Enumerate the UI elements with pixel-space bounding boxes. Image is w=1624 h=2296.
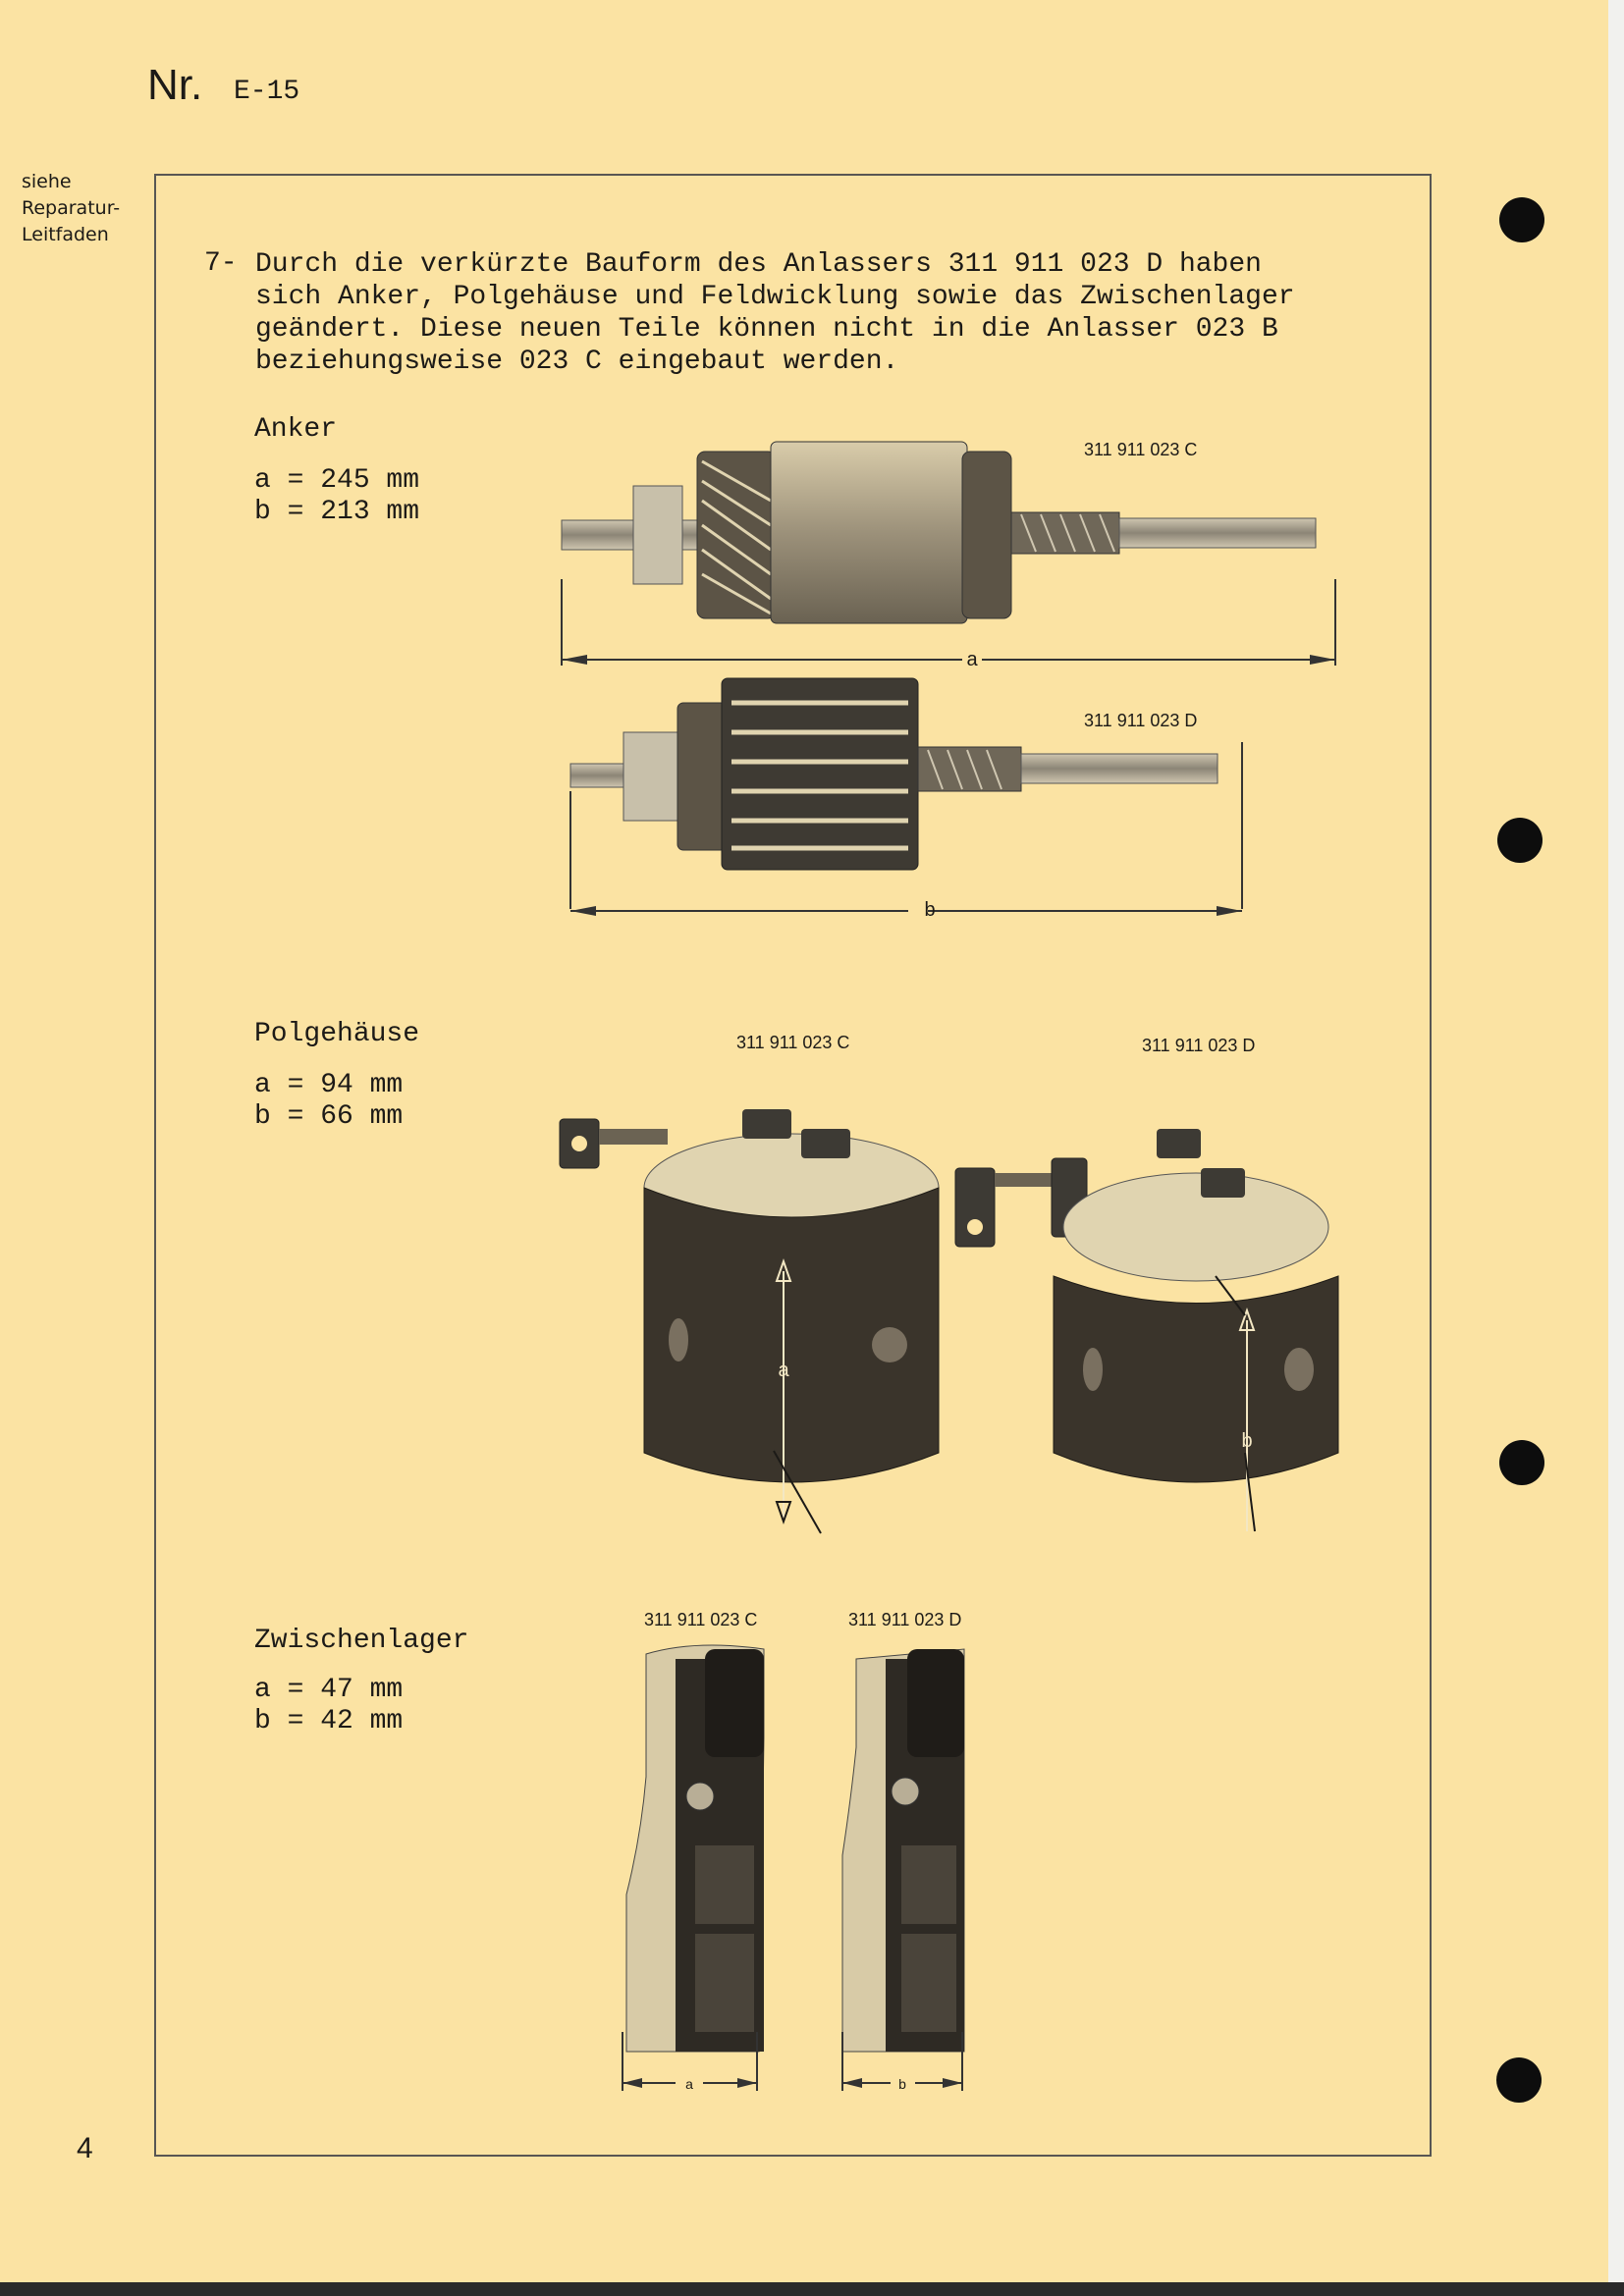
pole-housing-c-illustration	[556, 1060, 939, 1531]
zwischenlager-letter-a: a	[685, 2076, 693, 2092]
polgehaeuse-part-d-label: 311 911 023 D	[1142, 1036, 1256, 1055]
anker-letter-b: b	[924, 899, 936, 921]
intermediate-bearing-c-illustration	[617, 1639, 774, 2101]
page-edge	[1608, 0, 1624, 2296]
punch-hole	[1496, 2057, 1542, 2103]
pole-housing-d-illustration	[950, 1119, 1333, 1541]
intermediate-bearing-d-illustration	[837, 1639, 974, 2101]
polgehaeuse-letter-b: b	[1241, 1430, 1253, 1452]
side-note-line: Reparatur-	[22, 197, 121, 219]
header-doc-code: E-15	[234, 77, 300, 107]
anker-title: Anker	[254, 414, 338, 445]
page-bottom-edge	[0, 2282, 1624, 2296]
anker-dim-b: b = 213 mm	[254, 497, 420, 527]
anker-part-c-label: 311 911 023 C	[1084, 440, 1198, 459]
zwischenlager-title: Zwischenlager	[254, 1626, 469, 1656]
punch-hole	[1499, 197, 1544, 242]
zwischenlager-part-c-label: 311 911 023 C	[644, 1610, 758, 1629]
side-note	[22, 169, 139, 248]
zwischenlager-dim-a: a = 47 mm	[254, 1675, 404, 1705]
intro-paragraph: Durch die verkürzte Bauform des Anlassers 311 911 023 D haben sich Anker, Polgehäuse und Feldwicklung sowie das Zwischenlager geändert. Diese neuen Teile können nicht in die Anlasser 023 B beziehungsweise 023 C eingebaut werden.	[255, 249, 1295, 377]
zwischenlager-dim-b: b = 42 mm	[254, 1706, 404, 1736]
side-note-line: Leitfaden	[22, 224, 109, 245]
header-nr-label: Nr.	[147, 61, 203, 109]
zwischenlager-letter-b: b	[898, 2076, 906, 2092]
polgehaeuse-part-c-label: 311 911 023 C	[736, 1033, 850, 1052]
anker-letter-a: a	[966, 649, 978, 670]
polgehaeuse-dim-a: a = 94 mm	[254, 1070, 404, 1100]
polgehaeuse-dim-b: b = 66 mm	[254, 1101, 404, 1132]
zwischenlager-part-d-label: 311 911 023 D	[848, 1610, 962, 1629]
anker-part-d-label: 311 911 023 D	[1084, 711, 1198, 730]
page-number: 4	[77, 2132, 93, 2164]
punch-hole	[1497, 818, 1543, 863]
armature-d-illustration	[565, 673, 1252, 919]
armature-c-illustration	[550, 432, 1355, 677]
punch-hole	[1499, 1440, 1544, 1485]
polgehaeuse-letter-a: a	[778, 1360, 789, 1381]
item-number: 7-	[204, 248, 238, 279]
polgehaeuse-title: Polgehäuse	[254, 1019, 420, 1049]
anker-dim-a: a = 245 mm	[254, 465, 420, 496]
side-note-line: siehe	[22, 171, 72, 192]
